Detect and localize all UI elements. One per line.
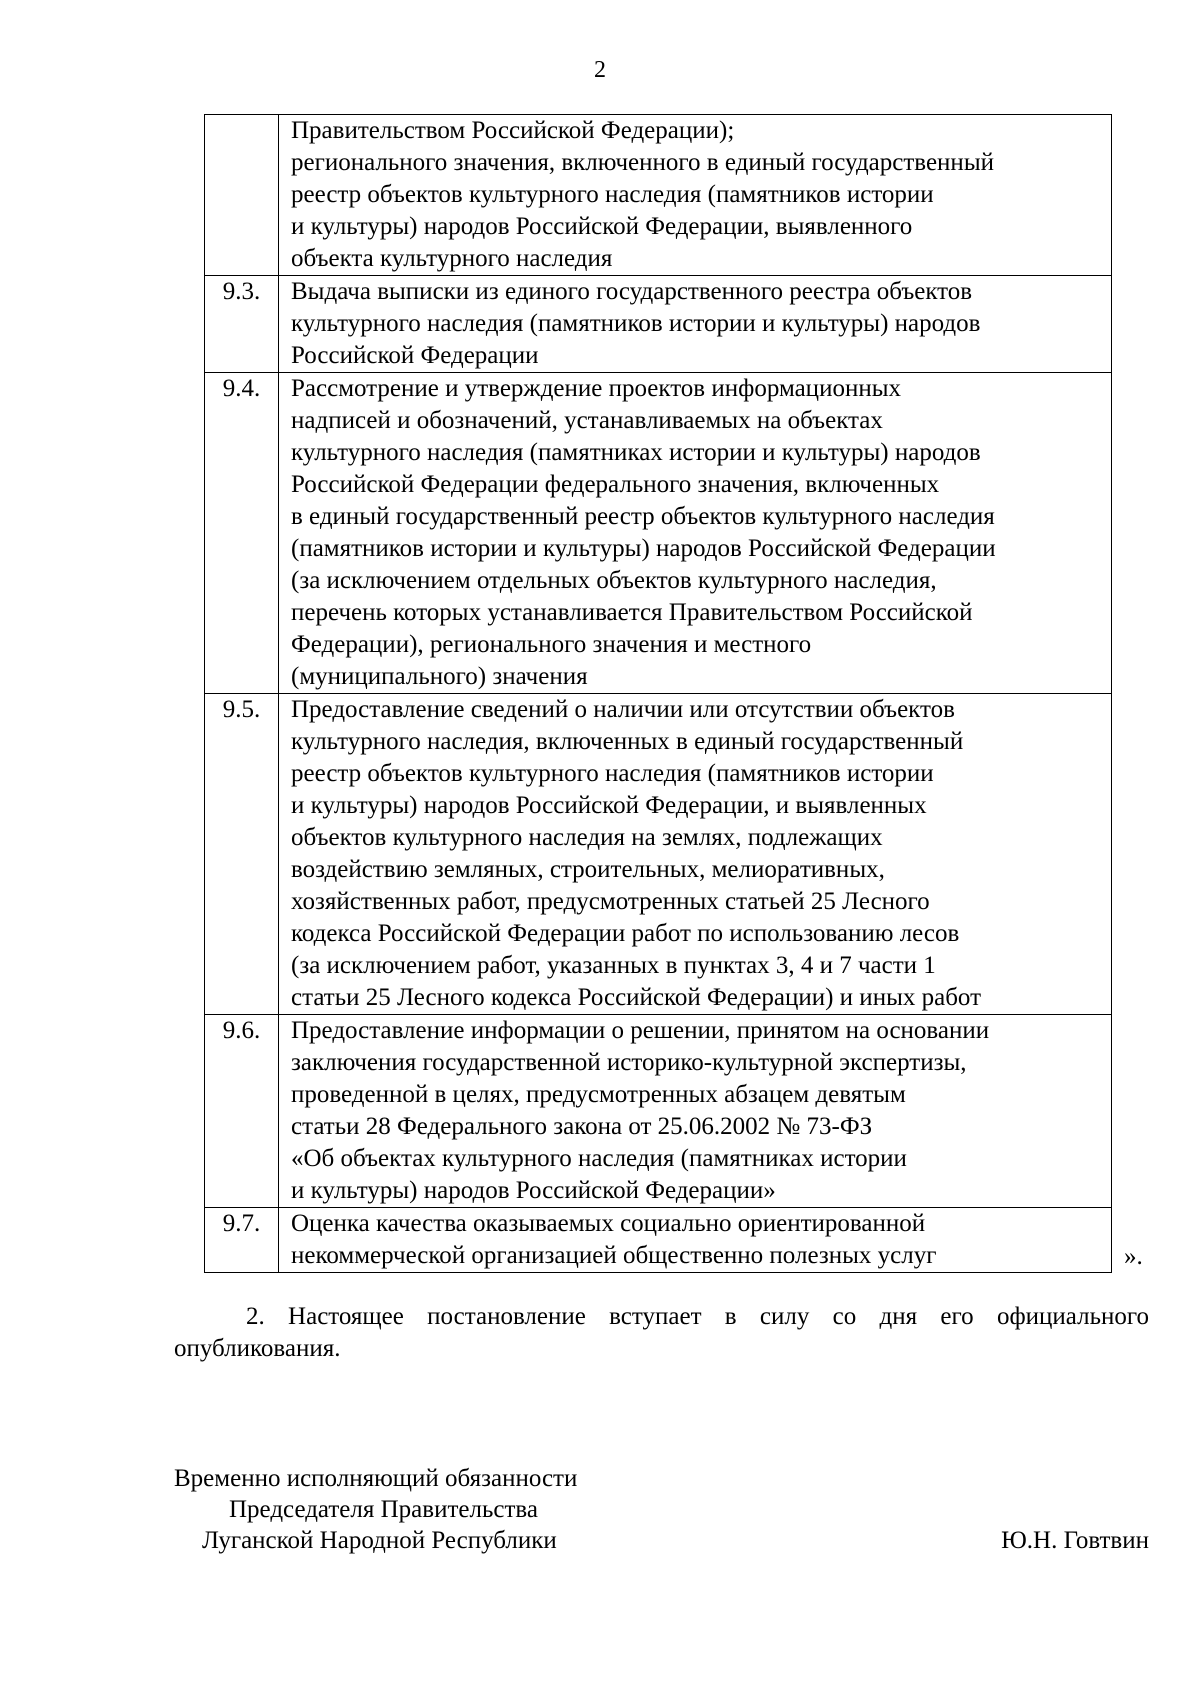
item-description-line: Российской Федерации [291, 342, 539, 369]
item-description-line: объектов культурного наследия на землях, подлежащих [291, 824, 883, 851]
table-row [205, 115, 1112, 276]
item-number: 9.5. [222, 696, 261, 723]
item-description-line: (за исключением работ, указанных в пунктах 3, 4 и 7 части 1 [291, 952, 936, 979]
item-description-line: заключения государственной историко-культурной экспертизы, [291, 1049, 967, 1076]
signatory-name: Ю.Н. Говтвин [1001, 1527, 1149, 1554]
signatory-title-line: Временно исполняющий обязанности [174, 1465, 578, 1492]
item-number: 9.6. [222, 1017, 261, 1044]
item-description-line: в единый государственный реестр объектов культурного наследия [291, 503, 995, 530]
item-description-line: надписей и обозначений, устанавливаемых на объектах [291, 407, 883, 434]
table-row [205, 373, 1112, 694]
item-description-line: объекта культурного наследия [291, 245, 613, 272]
item-description-line: Предоставление сведений о наличии или отсутствии объектов [291, 696, 955, 723]
item-description-line: реестр объектов культурного наследия (памятников истории [291, 760, 934, 787]
item-number-cell [205, 373, 279, 694]
item-description-line: «Об объектах культурного наследия (памятниках истории [291, 1145, 907, 1172]
item-number-cell [205, 1015, 279, 1208]
item-description-cell [279, 1015, 1112, 1208]
item-description-line: перечень которых устанавливается Правительством Российской [291, 599, 973, 626]
table-row [205, 1015, 1112, 1208]
item-description-line: (за исключением отдельных объектов культурного наследия, [291, 567, 937, 594]
item-description-line: Рассмотрение и утверждение проектов информационных [291, 375, 901, 402]
item-description-line: культурного наследия, включенных в единый государственный [291, 728, 964, 755]
table-row [205, 276, 1112, 373]
item-description-line: Предоставление информации о решении, принятом на основании [291, 1017, 990, 1044]
item-number-cell [205, 1208, 279, 1273]
effective-date-paragraph [174, 1301, 1149, 1365]
item-number-cell [205, 694, 279, 1015]
item-description-cell [279, 1208, 1112, 1273]
item-description-cell [279, 115, 1112, 276]
item-number: 9.4. [222, 375, 261, 402]
item-description-line: (муниципального) значения [291, 663, 588, 690]
item-description-line: культурного наследия (памятников истории и культуры) народов [291, 310, 981, 337]
item-description-line: хозяйственных работ, предусмотренных статьей 25 Лесного [291, 888, 930, 915]
item-number-cell [205, 276, 279, 373]
closing-quote: ». [1124, 1243, 1143, 1270]
item-description-line: Оценка качества оказываемых социально ориентированной [291, 1210, 926, 1237]
table-row [205, 694, 1112, 1015]
item-number-cell [205, 115, 279, 276]
item-description-line: реестр объектов культурного наследия (памятников истории [291, 181, 934, 208]
item-description-line: статьи 28 Федерального закона от 25.06.2002 № 73-ФЗ [291, 1113, 873, 1140]
item-description-line: статьи 25 Лесного кодекса Российской Федерации) и иных работ [291, 984, 982, 1011]
item-description-cell [279, 694, 1112, 1015]
item-description-cell [279, 276, 1112, 373]
item-description-line: (памятников истории и культуры) народов Российской Федерации [291, 535, 996, 562]
item-description-line: Федерации), регионального значения и местного [291, 631, 812, 658]
item-description-line: Российской Федерации федерального значения, включенных [291, 471, 940, 498]
item-description-line: Правительством Российской Федерации); [291, 117, 735, 144]
item-description-line: регионального значения, включенного в единый государственный [291, 149, 994, 176]
paragraph-line: 2. Настоящее постановление вступает в силу со дня его официального [246, 1303, 1149, 1330]
item-number: 9.3. [222, 278, 261, 305]
item-description-line: кодекса Российской Федерации работ по использованию лесов [291, 920, 960, 947]
item-description-line: и культуры) народов Российской Федерации» [291, 1177, 776, 1204]
item-description-line: и культуры) народов Российской Федерации, выявленного [291, 213, 913, 240]
item-description-line: культурного наследия (памятниках истории и культуры) народов [291, 439, 981, 466]
signatory-title-line: Председателя Правительства [229, 1496, 538, 1523]
signatory-title-line: Луганской Народной Республики [202, 1527, 557, 1554]
item-number: 9.7. [222, 1210, 261, 1237]
page-number: 2 [594, 57, 606, 83]
table-row [205, 1208, 1112, 1273]
services-table [204, 114, 1112, 1273]
item-description-line: проведенной в целях, предусмотренных абзацем девятым [291, 1081, 906, 1108]
item-description-line: некоммерческой организацией общественно полезных услуг [291, 1242, 937, 1269]
item-description-cell [279, 373, 1112, 694]
item-description-line: воздействию земляных, строительных, мелиоративных, [291, 856, 885, 883]
paragraph-line: опубликования. [174, 1335, 341, 1362]
item-description-line: Выдача выписки из единого государственного реестра объектов [291, 278, 973, 305]
item-description-line: и культуры) народов Российской Федерации, и выявленных [291, 792, 927, 819]
